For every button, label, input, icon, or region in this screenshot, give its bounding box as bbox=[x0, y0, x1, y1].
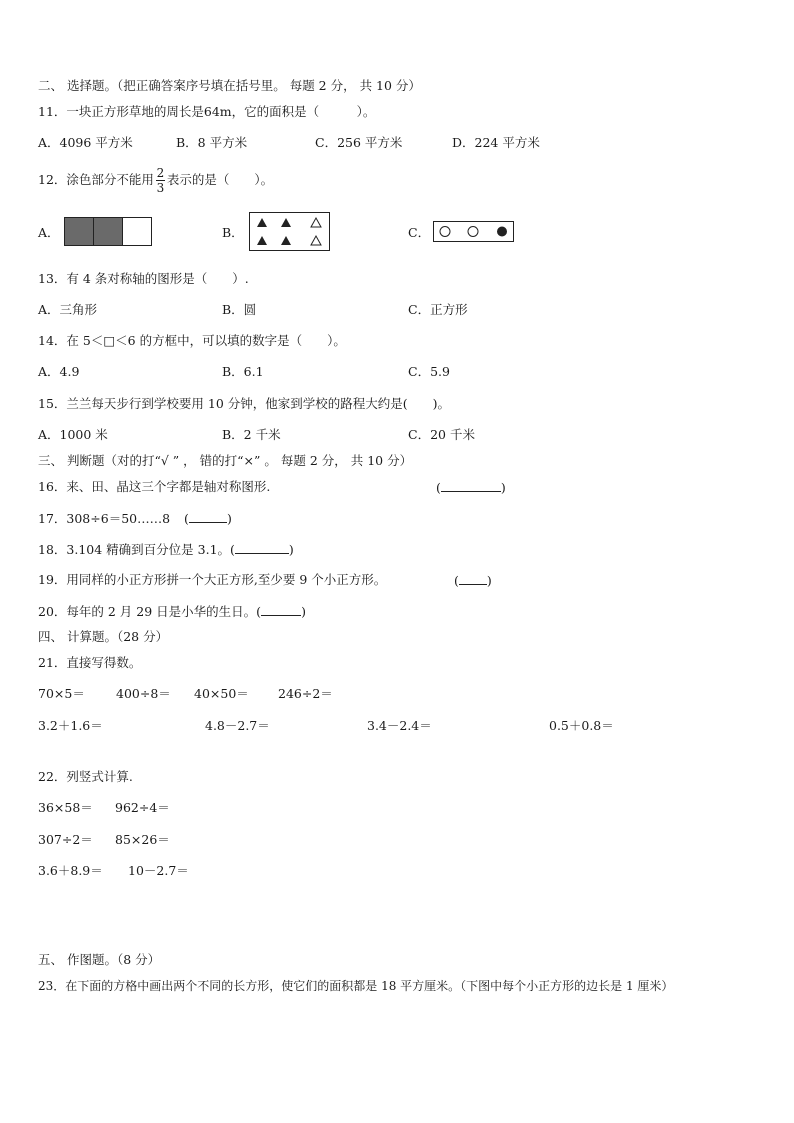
question-12 bbox=[38, 165, 273, 195]
q19-answer-blank[interactable]: ( ) bbox=[454, 573, 492, 588]
q11-option-b: B．8 平方米 bbox=[176, 135, 248, 150]
question-17-row bbox=[38, 510, 232, 527]
q21-item: 70×5＝ bbox=[38, 686, 85, 701]
q12-text-after: 表示的是（ ）。 bbox=[166, 172, 274, 187]
question-14: 14．在 5＜□＜6 的方框中，可以填的数字是（ ）。 bbox=[38, 333, 346, 348]
question-11: 11．一块正方形草地的周长是64m，它的面积是（ ）。 bbox=[38, 104, 376, 119]
q14-option-c: C．5.9 bbox=[408, 364, 450, 379]
q21-item: 40×50＝ bbox=[194, 686, 249, 701]
q12-text-before: 12．涂色部分不能用 bbox=[38, 172, 154, 187]
question-15: 15．兰兰每天步行到学校要用 10 分钟，他家到学校的路程大约是( )。 bbox=[38, 396, 451, 411]
q12-label-a: A． bbox=[38, 225, 60, 240]
q15-option-a: A．1000 米 bbox=[38, 427, 108, 442]
q12-figure-c bbox=[433, 221, 515, 243]
q12-label-b: B． bbox=[222, 225, 244, 240]
question-18-row bbox=[38, 541, 294, 558]
q16-answer-blank[interactable]: ( ) bbox=[436, 480, 506, 495]
question-23: 23．在下面的方格中画出两个不同的长方形，使它们的面积都是 18 平方厘米。（下图中每个小正方形的边长是 1 厘米） bbox=[38, 979, 674, 993]
q12-frac-numerator: 2 bbox=[156, 165, 165, 180]
q15-option-b: B．2 千米 bbox=[222, 427, 281, 442]
question-20: 20．每年的 2 月 29 日是小华的生日。 bbox=[38, 604, 257, 619]
q11-option-a: A．4096 平方米 bbox=[38, 135, 133, 150]
q15-option-c: C．20 千米 bbox=[408, 427, 475, 442]
q14-option-a: A．4.9 bbox=[38, 364, 80, 379]
q12-label-c: C． bbox=[408, 225, 431, 240]
q12-figure-b bbox=[249, 212, 331, 252]
q14-option-b: B．6.1 bbox=[222, 364, 264, 379]
q11-option-d: D．224 平方米 bbox=[452, 135, 540, 150]
question-18: 18．3.104 精确到百分位是 3.1。 bbox=[38, 542, 231, 557]
q21-item: 4.8－2.7＝ bbox=[205, 718, 270, 733]
q13-option-a: A．三角形 bbox=[38, 302, 98, 317]
q22-item: 307÷2＝ bbox=[38, 832, 93, 847]
q21-item: 246÷2＝ bbox=[278, 686, 333, 701]
q22-item: 962÷4＝ bbox=[115, 800, 170, 815]
question-13: 13．有 4 条对称轴的图形是（ ）. bbox=[38, 271, 249, 286]
q22-item: 85×26＝ bbox=[115, 832, 170, 847]
q12-figure-a bbox=[64, 217, 154, 247]
section-4-heading: 四、 计算题。（28 分） bbox=[38, 629, 169, 644]
question-21: 21．直接写得数。 bbox=[38, 655, 142, 670]
q20-answer-blank[interactable]: ( ) bbox=[256, 604, 306, 619]
q17-answer-blank[interactable]: ( ) bbox=[184, 511, 232, 526]
q18-answer-blank[interactable]: ( ) bbox=[230, 542, 294, 557]
q11-option-c: C．256 平方米 bbox=[315, 135, 403, 150]
q12-fraction bbox=[156, 167, 165, 194]
q21-item: 3.4－2.4＝ bbox=[367, 718, 432, 733]
q13-option-b: B．圆 bbox=[222, 302, 257, 317]
question-19: 19．用同样的小正方形拼一个大正方形,至少要 9 个小正方形。 bbox=[38, 572, 387, 587]
q13-option-c: C．正方形 bbox=[408, 302, 468, 317]
q21-item: 400÷8＝ bbox=[116, 686, 171, 701]
q21-item: 0.5＋0.8＝ bbox=[549, 718, 614, 733]
q22-item: 36×58＝ bbox=[38, 800, 93, 815]
section-3-heading: 三、 判断题（对的打“√ ” ， 错的打“×” 。 每题 2 分， 共 10 分） bbox=[38, 453, 413, 468]
section-5-heading: 五、 作图题。（8 分） bbox=[38, 952, 161, 967]
q12-frac-denominator: 3 bbox=[156, 180, 165, 195]
question-22: 22．列竖式计算. bbox=[38, 769, 133, 784]
question-16: 16．来、田、晶这三个字都是轴对称图形. bbox=[38, 479, 271, 494]
question-17: 17．308÷6＝50……8 bbox=[38, 511, 171, 526]
section-2-heading: 二、 选择题。（把正确答案序号填在括号里。 每题 2 分， 共 10 分） bbox=[38, 78, 421, 93]
q22-item: 10－2.7＝ bbox=[128, 863, 189, 878]
question-20-row bbox=[38, 603, 306, 620]
q21-item: 3.2＋1.6＝ bbox=[38, 718, 103, 733]
q22-item: 3.6＋8.9＝ bbox=[38, 863, 103, 878]
